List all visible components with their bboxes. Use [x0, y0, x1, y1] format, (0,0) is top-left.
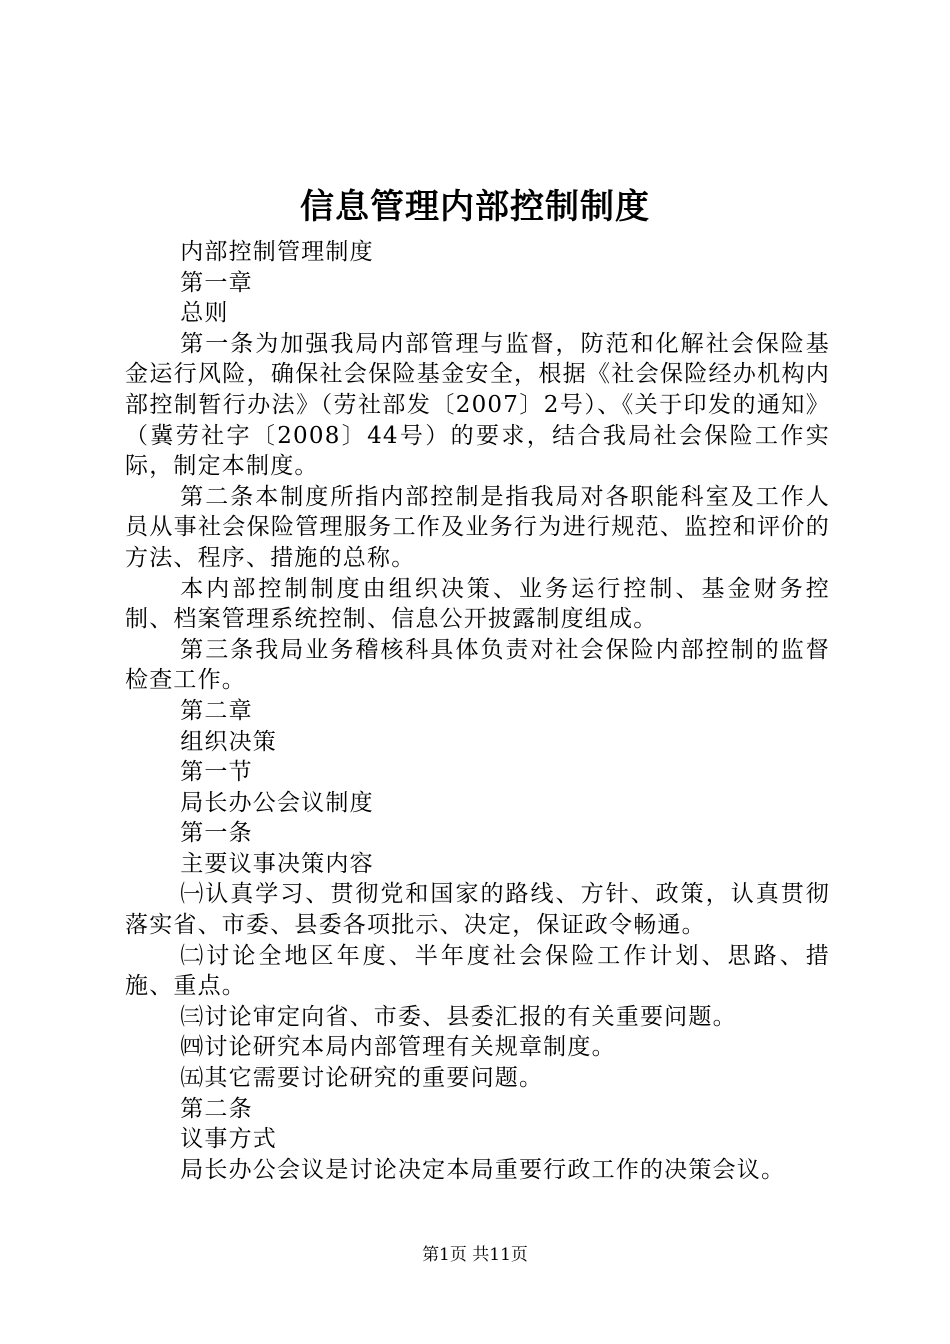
paragraph: 局长办公会议制度	[180, 789, 374, 816]
paragraph: ㈠认真学习、贯彻党和国家的路线、方针、政策，认真贯彻落实省、市委、县委各项批示、决定，保证政令畅通。	[125, 881, 830, 939]
paragraph: ㈢讨论审定向省、市委、县委汇报的有关重要问题。	[180, 1003, 737, 1030]
paragraph: 议事方式	[180, 1126, 277, 1153]
paragraph: 内部控制管理制度	[180, 239, 374, 265]
paragraph: 第二条本制度所指内部控制是指我局对各职能科室及工作人员从事社会保险管理服务工作及业务行为进行规范、监控和评价的方法、程序、措施的总称。	[125, 483, 830, 571]
paragraph: ㈡讨论全地区年度、半年度社会保险工作计划、思路、措施、重点。	[125, 942, 830, 1000]
paragraph: 主要议事决策内容	[180, 850, 374, 877]
paragraph: 第一节	[180, 759, 253, 786]
document-body	[125, 237, 830, 1185]
paragraph: ㈣讨论研究本局内部管理有关规章制度。	[180, 1034, 616, 1061]
page-number-footer: 第1页 共11页	[422, 1245, 528, 1265]
paragraph: 本内部控制制度由组织决策、业务运行控制、基金财务控制、档案管理系统控制、信息公开披露制度组成。	[125, 575, 830, 633]
paragraph: 第一条	[180, 820, 253, 847]
paragraph: 第二条	[180, 1095, 253, 1122]
document-title: 信息管理内部控制制度	[300, 187, 650, 227]
paragraph: 总则	[180, 300, 229, 327]
paragraph: 第一章	[180, 269, 253, 296]
paragraph: ㈤其它需要讨论研究的重要问题。	[180, 1065, 544, 1092]
paragraph: 第三条我局业务稽核科具体负责对社会保险内部控制的监督检查工作。	[125, 636, 830, 694]
paragraph: 组织决策	[180, 728, 277, 755]
paragraph: 局长办公会议是讨论决定本局重要行政工作的决策会议。	[180, 1156, 786, 1183]
paragraph: 第二章	[180, 697, 253, 724]
paragraph: 第一条为加强我局内部管理与监督，防范和化解社会保险基金运行风险，确保社会保险基金安全，根据《社会保险经办机构内部控制暂行办法》（劳社部发〔2007〕2号）、《关于印发的通知》（冀劳社字〔2008〕44号）的要求，结合我局社会保险工作实际，制定本制度。	[125, 330, 830, 480]
